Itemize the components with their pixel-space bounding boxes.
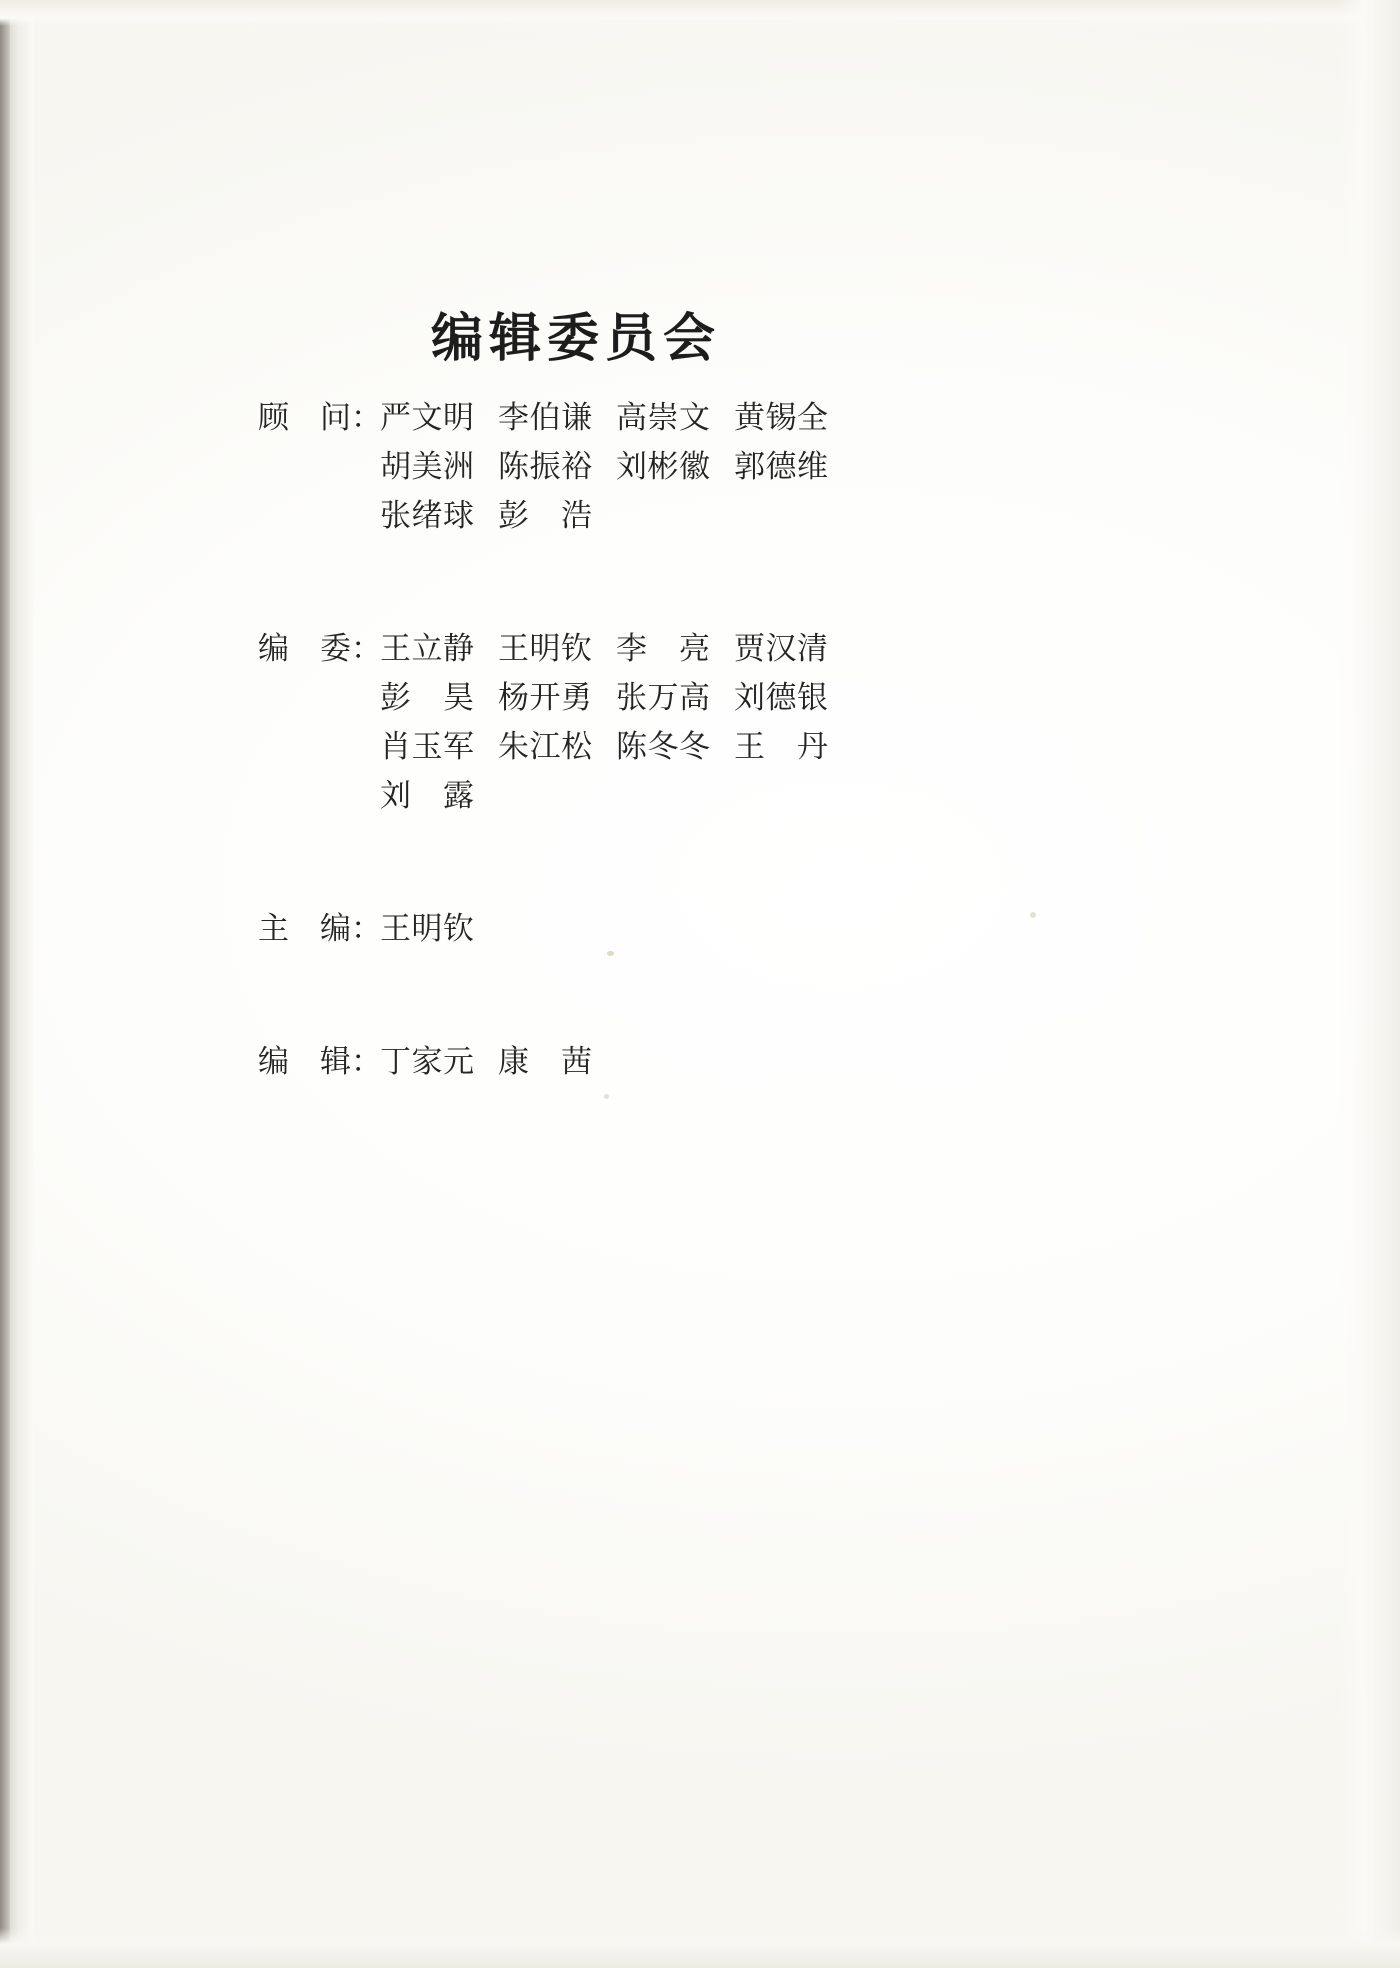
section-row (258, 441, 1158, 486)
section-row (258, 623, 1158, 668)
person-name: 丁家元 (380, 1044, 475, 1080)
person-name: 刘 露 (380, 778, 475, 814)
section-editors (258, 1036, 1158, 1081)
person-name: 刘德银 (734, 680, 829, 716)
section-row (258, 770, 1158, 815)
section-advisors (258, 392, 1158, 535)
name-group (380, 490, 1158, 535)
section-row (258, 392, 1158, 437)
person-name: 彭 浩 (498, 498, 593, 534)
section-label-editorial-members: 编 委： (258, 631, 382, 667)
section-row (258, 903, 1158, 948)
person-name: 张绪球 (380, 498, 475, 534)
person-name: 李 亮 (616, 631, 711, 667)
name-group (380, 721, 1158, 766)
person-name: 严文明 (380, 400, 475, 436)
person-name: 陈振裕 (498, 449, 593, 485)
name-group (380, 770, 1158, 815)
person-name: 胡美洲 (380, 449, 475, 485)
person-name: 黄锡全 (734, 400, 829, 436)
section-editorial-members (258, 623, 1158, 815)
name-group (380, 1036, 1158, 1081)
name-group (380, 903, 1158, 948)
section-gap (258, 577, 1158, 623)
person-name: 王立静 (380, 631, 475, 667)
person-name: 杨开勇 (498, 680, 593, 716)
person-name: 康 茜 (498, 1044, 593, 1080)
section-row (258, 721, 1158, 766)
section-row (258, 1036, 1158, 1081)
person-name: 王 丹 (734, 729, 829, 765)
person-name: 张万高 (616, 680, 711, 716)
person-name: 王明钦 (380, 911, 475, 947)
section-chief-editor (258, 903, 1158, 948)
page-title (0, 296, 1400, 371)
page-title-text: 编辑委员会 (430, 308, 721, 369)
section-row (258, 490, 1158, 535)
person-name: 郭德维 (734, 449, 829, 485)
person-name: 肖玉军 (380, 729, 475, 765)
person-name: 王明钦 (498, 631, 593, 667)
name-group (380, 672, 1158, 717)
section-label-advisors: 顾 问： (258, 400, 382, 436)
person-name: 李伯谦 (498, 400, 593, 436)
person-name: 刘彬徽 (616, 449, 711, 485)
section-gap (258, 990, 1158, 1036)
person-name: 高崇文 (616, 400, 711, 436)
section-gap (258, 857, 1158, 903)
person-name: 陈冬冬 (616, 729, 711, 765)
name-group (380, 623, 1158, 668)
editorial-board-list (258, 392, 1158, 1123)
section-label-chief-editor: 主 编： (258, 911, 382, 947)
name-group (380, 392, 1158, 437)
person-name: 贾汉清 (734, 631, 829, 667)
name-group (380, 441, 1158, 486)
section-row (258, 672, 1158, 717)
person-name: 彭 昊 (380, 680, 475, 716)
person-name: 朱江松 (498, 729, 593, 765)
section-label-editors: 编 辑： (258, 1044, 382, 1080)
